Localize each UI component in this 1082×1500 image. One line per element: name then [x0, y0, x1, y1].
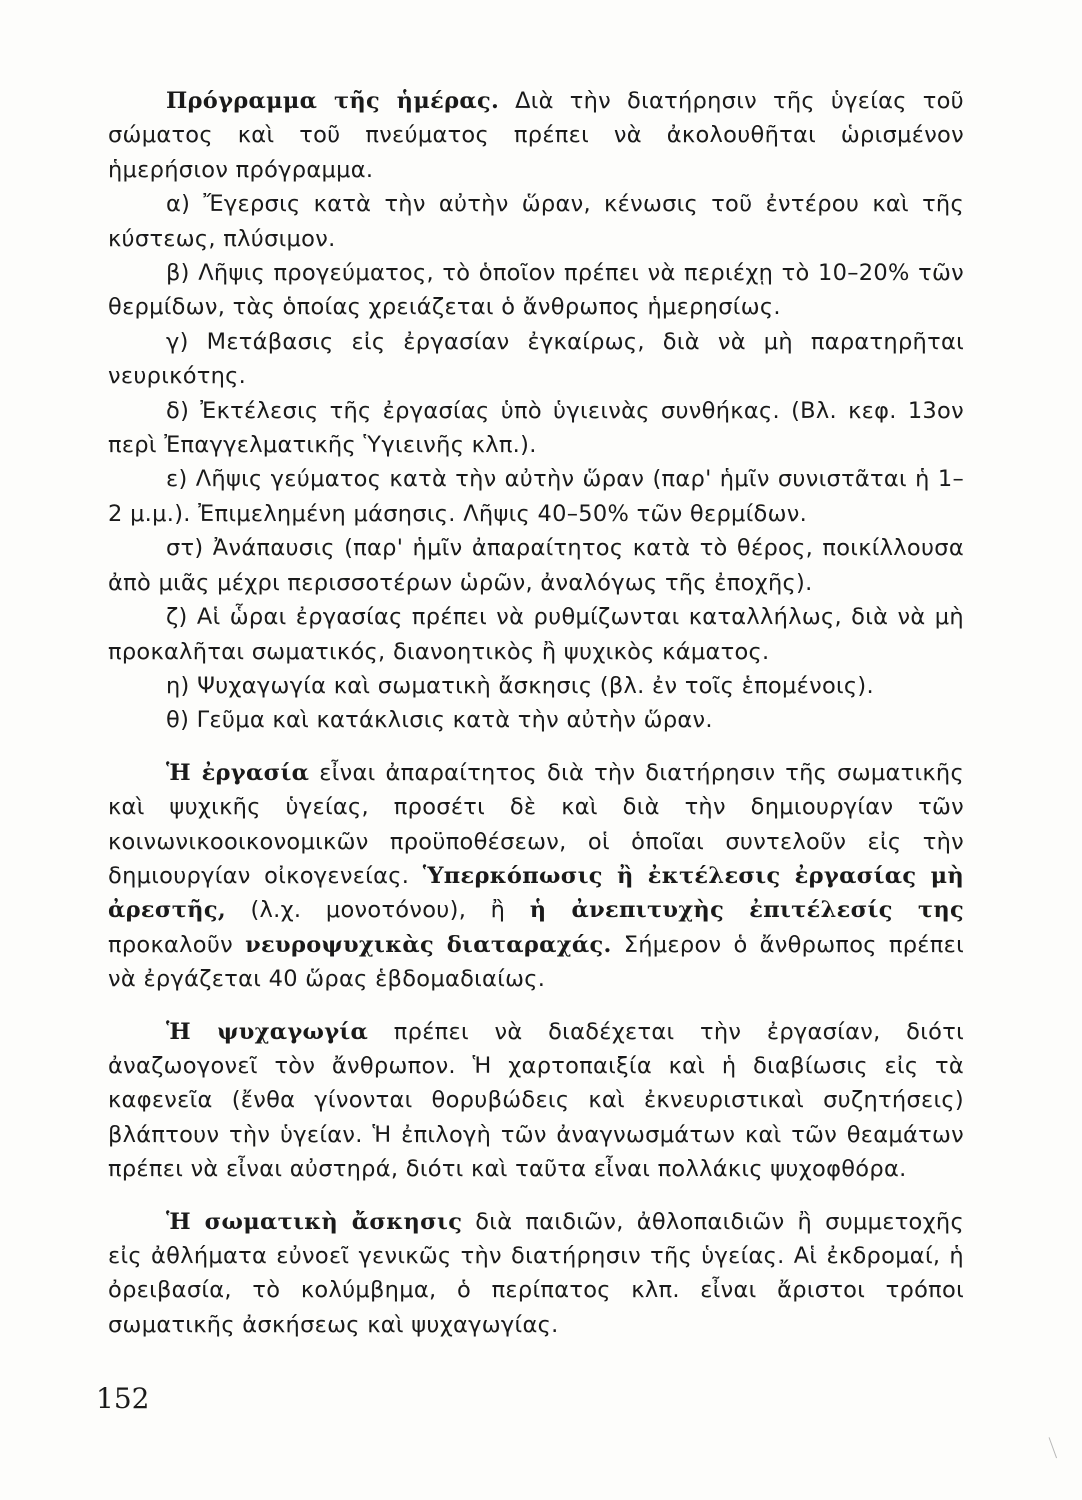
paragraph-exercise [108, 1205, 964, 1343]
heading-daily-program: Πρόγραμμα τῆς ἡμέρας. [166, 88, 500, 114]
page-number: 152 [96, 1382, 150, 1415]
text-recreation: πρέπει νὰ διαδέχεται τὴν ἐργασίαν, διότι ἀναζωογονεῖ τὸν ἄνθρωπον. Ἡ χαρτοπαιξία καὶ ἡ διαβίωσις εἰς τὰ καφενεῖα (ἔνθα γίνονται θορυβώδεις καὶ ἐκνευριστικαὶ συζητήσεις) βλάπτουν τὴν ὑγείαν. Ἡ ἐπιλογὴ τῶν ἀναγνωσμάτων καὶ τῶν θεαμάτων πρέπει νὰ εἶναι αὐστηρά, διότι καὶ ταῦτα εἶναι πολλάκις ψυχοφθόρα. [108, 1018, 964, 1183]
paragraph-daily-program [108, 84, 964, 187]
bold-work-disorders: νευροψυχικὰς διαταραχάς. [245, 931, 612, 958]
page-body [108, 84, 964, 1342]
heading-work: Ἡ ἐργασία [166, 759, 310, 786]
text-work-5: προκαλοῦν [108, 931, 246, 958]
list-item-zeta: ζ) Αἱ ὧραι ἐργασίας πρέπει νὰ ρυθμίζωνται καταλλήλως, διὰ νὰ μὴ προκαλῆται σωματικός, διανοητικὸς ἢ ψυχικὸς κάματος. [108, 604, 964, 665]
paragraph-work [108, 756, 964, 997]
text-daily-program: Διὰ τὴν διατήρησιν τῆς ὑγείας τοῦ σώματος καὶ τοῦ πνεύματος πρέπει νὰ ἀκολουθῆται ὡρισμένον ἡμερήσιον πρόγραμμα. [108, 88, 964, 183]
list-item-beta: β) Λῆψις προγεύματος, τὸ ὁποῖον πρέπει νὰ περιέχῃ τὸ 10–20% τῶν θερμίδων, τὰς ὁποίας χρειάζεται ὁ ἄνθρωπος ἡμερησίως. [108, 260, 964, 321]
paragraph-recreation [108, 1015, 964, 1187]
text-work-3: (λ.χ. μονοτόνου), ἢ [225, 897, 530, 924]
list-item-theta: θ) Γεῦμα καὶ κατάκλισις κατὰ τὴν αὐτὴν ὥραν. [166, 707, 713, 734]
list-item-delta: δ) Ἐκτέλεσις τῆς ἐργασίας ὑπὸ ὑγιεινὰς συνθήκας. (Βλ. κεφ. 13ον περὶ Ἐπαγγελματικῆς Ὑγιεινῆς κλπ.). [108, 397, 964, 459]
list-item-alpha: α) Ἔγερσις κατὰ τὴν αὐτὴν ὥραν, κένωσις τοῦ ἐντέρου καὶ τῆς κύστεως, πλύσιμον. [108, 191, 964, 252]
text-exercise: διὰ παιδιῶν, ἀθλοπαιδιῶν ἢ συμμετοχῆς εἰς ἀθλήματα εὐνοεῖ γενικῶς τὴν διατήρησιν τῆς ὑγείας. Αἱ ἐκδρομαί, ἡ ὀρειβασία, τὸ κολύμβημα, ὁ περίπατος κλπ. εἶναι ἄριστοι τρόποι σωματικῆς ἀσκήσεως καὶ ψυχαγωγίας. [108, 1208, 964, 1338]
list-item-gamma: γ) Μετάβασις εἰς ἐργασίαν ἐγκαίρως, διὰ νὰ μὴ παρατηρῆται νευρικότης. [108, 328, 964, 390]
bold-work-failure: ἡ ἀνεπιτυχὴς ἐπιτέλεσίς της [529, 897, 964, 924]
heading-exercise: Ἡ σωματικὴ ἄσκησις [166, 1208, 463, 1235]
list-item-stigma: στ) Ἀνάπαυσις (παρ' ἡμῖν ἀπαραίτητος κατὰ τὸ θέρος, ποικίλλουσα ἀπὸ μιᾶς μέχρι περισσοτέρων ὡρῶν, ἀναλόγως τῆς ἐποχῆς). [108, 535, 964, 596]
margin-mark [1049, 1434, 1067, 1458]
list-item-eta: η) Ψυχαγωγία καὶ σωματικὴ ἄσκησις (βλ. ἐν τοῖς ἑπομένοις). [166, 672, 874, 699]
list-item-epsilon: ε) Λῆψις γεύματος κατὰ τὴν αὐτὴν ὥραν (παρ' ἡμῖν συνιστᾶται ἡ 1–2 μ.μ.). Ἐπιμελημένη μάσησις. Λῆψις 40–50% τῶν θερμίδων. [108, 466, 964, 527]
text-work-7: Σήμερον ὁ ἄνθρωπος πρέπει νὰ ἐργάζεται 40 ὥρας ἑβδομαδιαίως. [108, 931, 964, 993]
text-work-1: εἶναι ἀπαραίτητος διὰ τὴν διατήρησιν τῆς σωματικῆς καὶ ψυχικῆς ὑγείας, προσέτι δὲ καὶ διὰ τὴν δημιουργίαν τῶν κοινωνικοοικονομικῶν προϋποθέσεων, οἱ ὁποῖαι συντελοῦν εἰς τὴν δημιουργίαν οἰκογενείας. [108, 759, 964, 889]
bold-work-overwork: Ὑπερκόπωσις ἢ ἐκτέλεσις ἐργασίας μὴ ἀρεστῆς, [108, 862, 964, 924]
heading-recreation: Ἡ ψυχαγωγία [166, 1018, 369, 1045]
